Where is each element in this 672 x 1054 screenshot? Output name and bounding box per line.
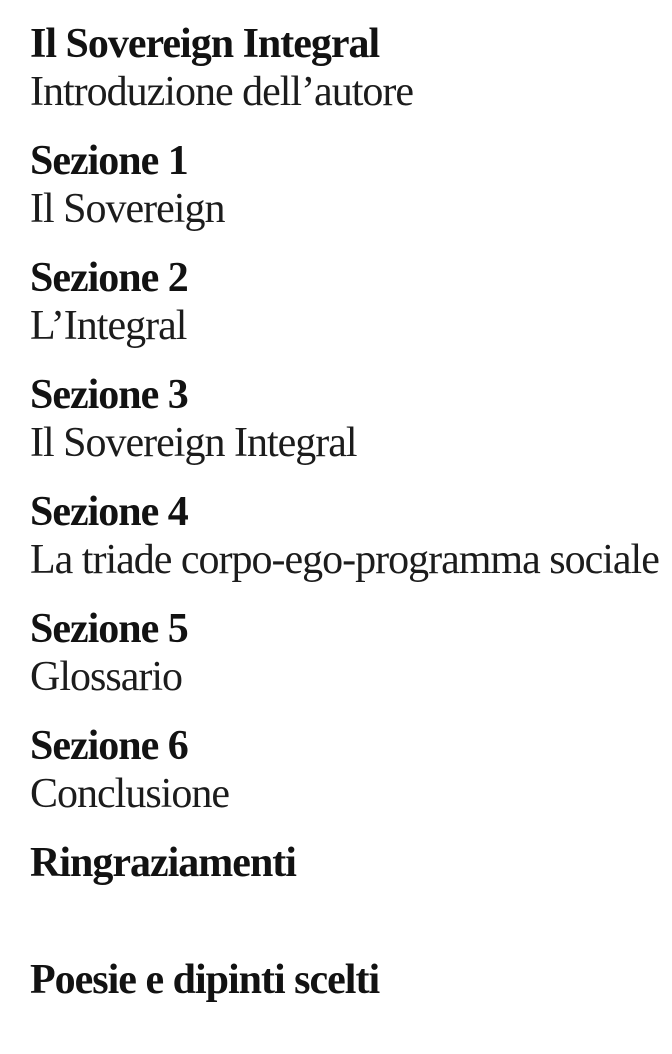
toc-entry	[30, 839, 662, 935]
toc-entry-title: Sezione 3	[30, 372, 188, 418]
toc-entry	[30, 722, 662, 818]
toc-entry-title: Poesie e dipinti scelti	[30, 957, 380, 1003]
toc-entry-subtitle: Introduzione dell’autore	[30, 69, 413, 115]
toc-entry-title: Sezione 1	[30, 138, 188, 184]
toc-entry-subtitle: L’Integral	[30, 303, 187, 349]
toc-entry-subtitle: La triade corpo-ego-programma sociale	[30, 537, 659, 583]
toc-entry-subtitle	[30, 887, 662, 935]
toc-entry	[30, 20, 662, 116]
toc-entry-title: Ringraziamenti	[30, 840, 296, 886]
toc-entry	[30, 371, 662, 467]
toc-entry	[30, 605, 662, 701]
toc-entry-subtitle: Conclusione	[30, 771, 229, 817]
toc-entry	[30, 488, 662, 584]
toc-entry-title: Il Sovereign Integral	[30, 21, 380, 67]
toc-entry-subtitle: Il Sovereign Integral	[30, 420, 357, 466]
toc-entry	[30, 254, 662, 350]
toc-entry-title: Sezione 4	[30, 489, 188, 535]
toc-entry-title: Sezione 2	[30, 255, 188, 301]
toc-entry-subtitle	[30, 1004, 662, 1052]
toc-entry	[30, 137, 662, 233]
toc-entry-subtitle: Il Sovereign	[30, 186, 225, 232]
toc-entry-title: Sezione 5	[30, 606, 188, 652]
toc-entry-title: Sezione 6	[30, 723, 188, 769]
toc-entry	[30, 956, 662, 1052]
toc-entry-subtitle: Glossario	[30, 654, 182, 700]
